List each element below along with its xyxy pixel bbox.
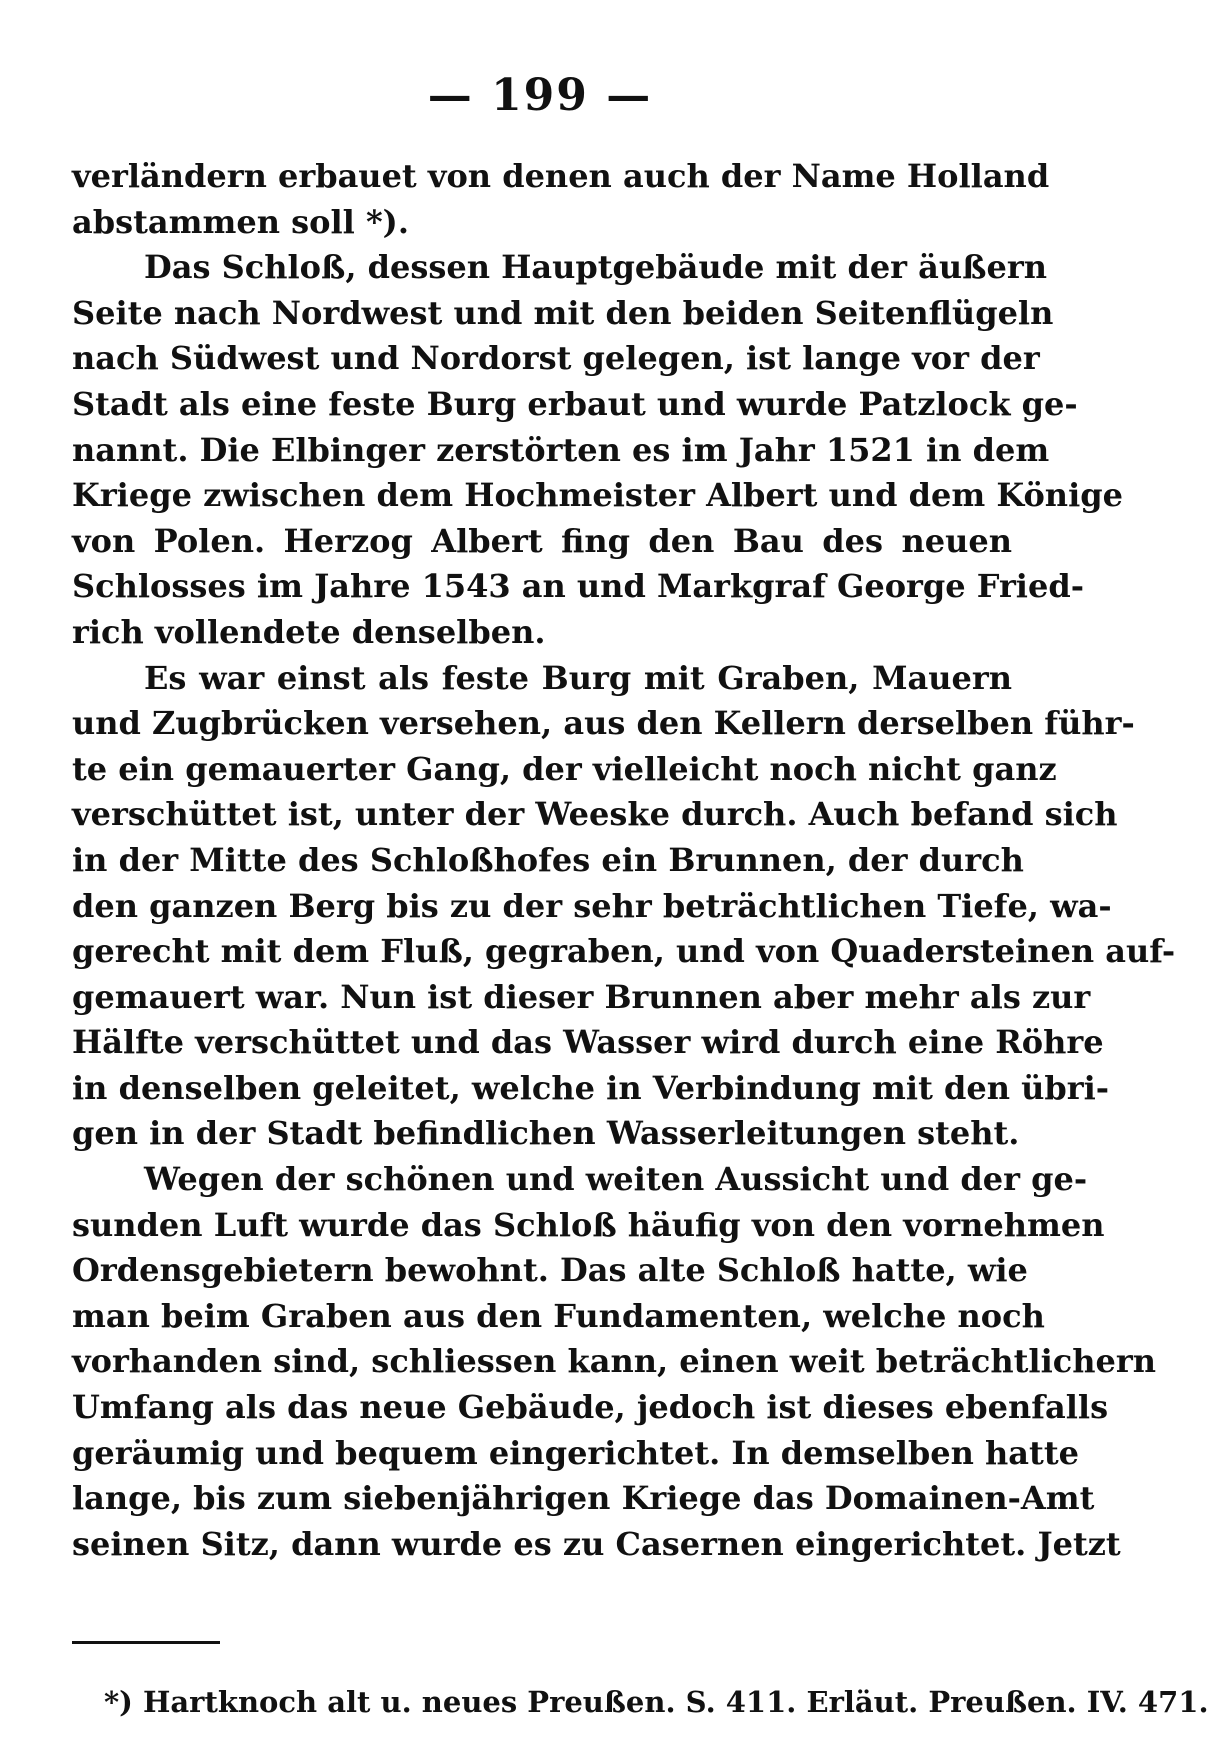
text-line: nach Südwest und Nordorst gelegen, ist lange vor der [72,339,1040,378]
text-line: in der Mitte des Schloßhofes ein Brunnen, der durch [72,840,1024,879]
text-line: Seite nach Nordwest und mit den beiden Seitenflügeln [72,293,1054,332]
text-line: seinen Sitz, dann wurde es zu Casernen eingerichtet. Jetzt [72,1524,1121,1563]
text-line: Ordensgebietern bewohnt. Das alte Schloß hatte, wie [72,1251,1028,1290]
text-line: nannt. Die Elbinger zerstörten es im Jahr 1521 in dem [72,430,1050,469]
text-line: verländern erbauet von denen auch der Name Holland [72,157,1050,195]
text-line: verschüttet ist, unter der Weeske durch. Auch befand sich [72,795,1118,834]
footnote: *) Hartknoch alt u. neues Preußen. S. 411. Erläut. Preußen. IV. 471. [104,1685,1209,1719]
page-number: — 199 — [427,70,653,121]
text-line: Umfang als das neue Gebäude, jedoch ist dieses ebenfalls [72,1388,1109,1427]
footnote-separator [72,1641,220,1644]
body-text [72,154,1176,1567]
text-line: abstammen soll *). [72,202,409,241]
text-line: gerecht mit dem Fluß, gegraben, und von Quadersteinen auf- [72,932,1176,971]
text-line: sunden Luft wurde das Schloß häufig von den vornehmen [72,1205,1105,1244]
text-line: gemauert war. Nun ist dieser Brunnen aber mehr als zur [72,977,1091,1016]
text-line: man beim Graben aus den Fundamenten, welche noch [72,1296,1045,1335]
text-line: rich vollendete denselben. [72,612,546,651]
text-line: den ganzen Berg bis zu der sehr beträchtlichen Tiefe, wa- [72,886,1112,925]
text-line: von Polen. Herzog Albert fing den Bau des neuen [72,521,1012,560]
text-line: Schlosses im Jahre 1543 an und Markgraf George Fried- [72,567,1084,606]
text-line: geräumig und bequem eingerichtet. In demselben hatte [72,1433,1079,1472]
text-line: Hälfte verschüttet und das Wasser wird durch eine Röhre [72,1023,1104,1062]
text-line: Das Schloß, dessen Hauptgebäude mit der äußern [144,248,1047,287]
text-line: Kriege zwischen dem Hochmeister Albert und dem Könige [72,476,1123,515]
text-line: Wegen der schönen und weiten Aussicht und der ge- [144,1160,1088,1199]
text-line: lange, bis zum siebenjährigen Kriege das Domainen-Amt [72,1479,1095,1518]
text-line: vorhanden sind, schliessen kann, einen weit beträchtlichern [72,1342,1156,1381]
text-line: gen in der Stadt befindlichen Wasserleitungen steht. [72,1114,1020,1153]
text-line: in denselben geleitet, welche in Verbindung mit den übri- [72,1068,1110,1107]
text-line: te ein gemauerter Gang, der vielleicht noch nicht ganz [72,749,1057,788]
text-line: und Zugbrücken versehen, aus den Kellern derselben führ- [72,704,1135,743]
text-line: Stadt als eine feste Burg erbaut und wurde Patzlock ge- [72,384,1078,423]
text-line: Es war einst als feste Burg mit Graben, Mauern [144,658,1012,697]
